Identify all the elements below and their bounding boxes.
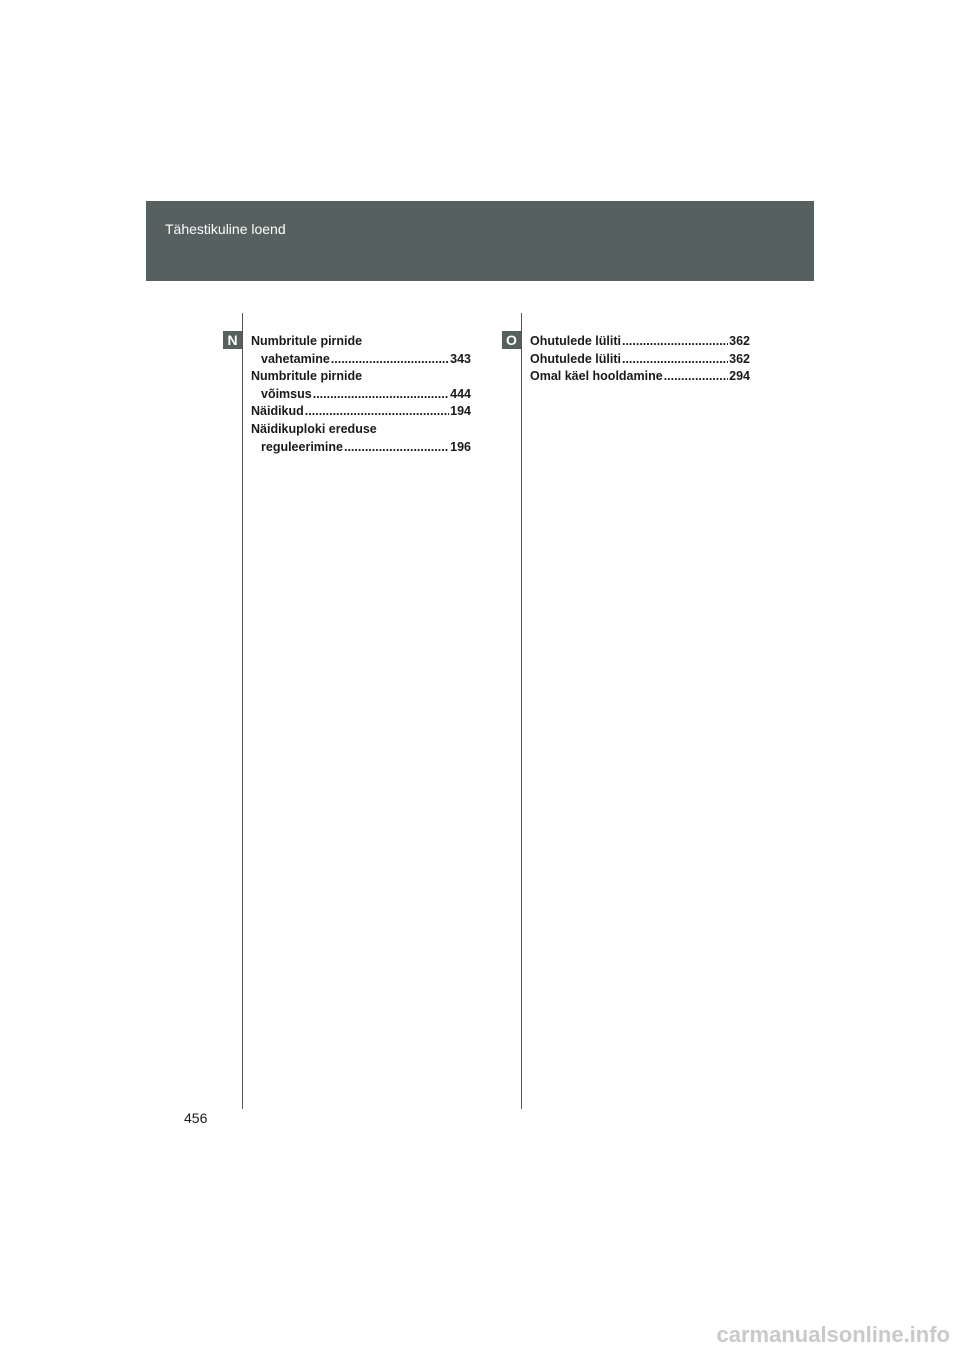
entry-title: Omal käel hooldamine	[530, 369, 663, 384]
column-divider-middle	[521, 313, 522, 1109]
watermark: carmanualsonline.info	[716, 1322, 950, 1347]
index-entry[interactable]	[251, 368, 471, 403]
index-column-o	[530, 333, 750, 386]
entry-page: 294	[729, 369, 750, 384]
section-letter-n: N	[223, 331, 242, 349]
section-letter-o: O	[502, 331, 521, 349]
entry-page: 444	[450, 386, 471, 401]
entry-page: 196	[450, 439, 471, 454]
leader-dots	[331, 351, 449, 369]
entry-title: Näidikuploki ereduse	[251, 421, 377, 436]
chapter-header	[146, 201, 814, 281]
entry-subtitle: reguleerimine	[261, 439, 343, 454]
index-entry[interactable]	[530, 368, 750, 386]
entry-page: 362	[729, 351, 750, 366]
entry-page: 362	[729, 334, 750, 348]
entry-subtitle: vahetamine	[261, 351, 330, 366]
chapter-title: Tähestikuline loend	[165, 221, 286, 237]
entry-title: Numbritule pirnide	[251, 334, 363, 348]
entry-title: Ohutulede lüliti	[530, 351, 621, 366]
entry-title: Näidikud	[251, 404, 304, 419]
entry-page: 343	[450, 351, 471, 366]
entry-title: Numbritule pirnide	[251, 369, 363, 384]
leader-dots	[622, 351, 728, 369]
leader-dots	[622, 333, 728, 351]
index-entry[interactable]	[251, 421, 471, 456]
page-number: 456	[184, 1110, 208, 1126]
leader-dots	[313, 386, 449, 404]
index-entry[interactable]	[251, 333, 471, 368]
index-entry[interactable]	[530, 333, 750, 351]
leader-dots	[344, 439, 449, 457]
entry-title: Ohutulede lüliti	[530, 334, 621, 348]
column-divider-left	[242, 313, 243, 1109]
entry-page: 194	[450, 404, 471, 419]
index-entry[interactable]	[251, 403, 471, 421]
leader-dots	[664, 368, 728, 386]
entry-subtitle: võimsus	[261, 386, 312, 401]
index-column-n	[251, 333, 471, 456]
index-entry[interactable]	[530, 351, 750, 369]
leader-dots	[305, 403, 449, 421]
